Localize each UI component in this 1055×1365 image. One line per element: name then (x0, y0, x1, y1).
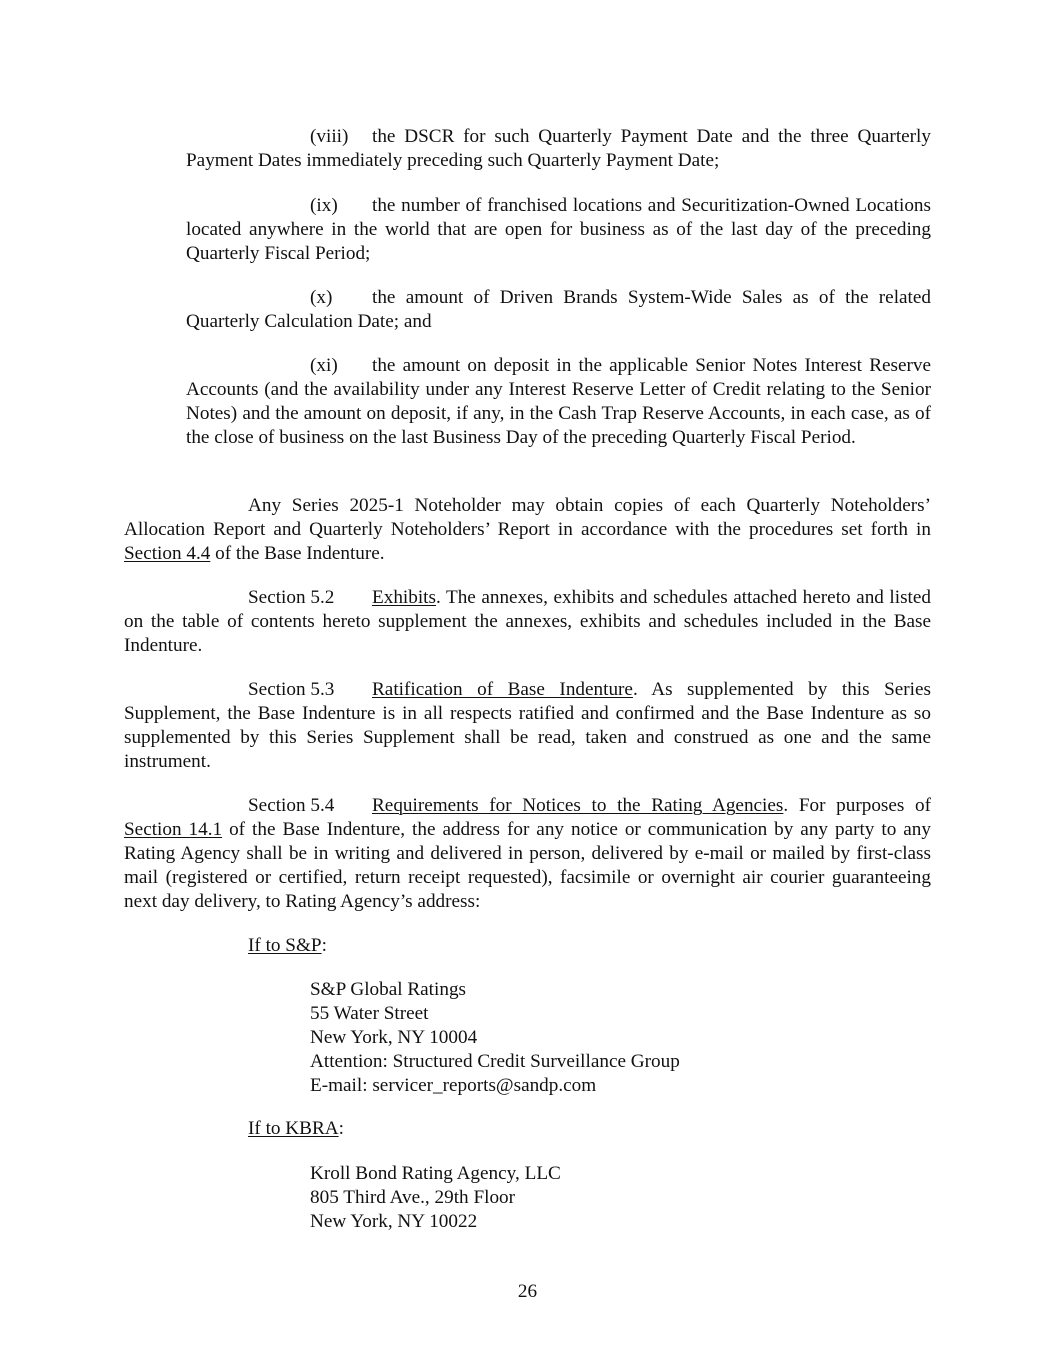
item-rest-text: Quarterly Calculation Date; and (186, 311, 432, 332)
page-number: 26 (517, 1281, 538, 1302)
section-heading: Exhibits (372, 587, 436, 608)
sp-address-block (310, 978, 910, 1098)
sp-lead (248, 934, 848, 958)
section-5-4 (124, 794, 931, 914)
section-body: of the Base Indenture, the address for any notice or communication by any party to any Rating Agency shall be in writing and delivered in person, delivered by e-mail or mailed by first-class mail (registered or certified, return receipt requested), facsimile or overnight air courier guaranteeing next day delivery, to Rating Agency’s address: (124, 819, 931, 912)
list-item-xi (186, 354, 931, 450)
section-label: Section 5.3 (248, 679, 335, 700)
item-number: (x) (310, 287, 333, 308)
noteholder-paragraph (124, 494, 931, 566)
item-rest-text: Payment Dates immediately preceding such Quarterly Payment Date; (186, 150, 720, 171)
section-label: Section 5.4 (248, 795, 335, 816)
section-5-2 (124, 586, 931, 658)
address-line: New York, NY 10004 (310, 1027, 478, 1048)
address-line: Kroll Bond Rating Agency, LLC (310, 1163, 561, 1184)
address-line: S&P Global Ratings (310, 979, 467, 1000)
email-line: E-mail: servicer_reports@sandp.com (310, 1075, 597, 1096)
recipient-heading: If to KBRA (248, 1118, 339, 1139)
section-reference-link: Section 14.1 (124, 819, 223, 840)
item-lead-text: the amount of Driven Brands System-Wide Sales as of the related (372, 287, 931, 308)
recipient-colon: : (321, 935, 327, 956)
section-5-3 (124, 678, 931, 774)
address-line: 805 Third Ave., 29th Floor (310, 1187, 516, 1208)
paragraph-text: Any Series 2025-1 Noteholder may obtain copies of each Quarterly Noteholders’ Allocation Report and Quarterly Noteholders’ Report in accordance with the procedures set forth in (124, 495, 931, 540)
address-line: 55 Water Street (310, 1003, 429, 1024)
item-rest-text: Locations located anywhere in the world that are open for business as of the last day of the preceding Quarterly Fiscal Period; (186, 195, 931, 264)
recipient-colon: : (338, 1118, 344, 1139)
list-item-viii (186, 125, 931, 173)
item-number: (viii) (310, 126, 349, 147)
address-line: New York, NY 10022 (310, 1211, 478, 1232)
item-lead-text: the DSCR for such Quarterly Payment Date and the three Quarterly (372, 126, 931, 147)
section-label: Section 5.2 (248, 587, 335, 608)
item-lead-text: the number of franchised locations and Securitization-Owned (372, 195, 850, 216)
item-number: (ix) (310, 195, 338, 216)
section-body: . The annexes, exhibits and schedules attached hereto and listed on the table of contents hereto supplement the annexes, exhibits and schedules included in the Base Indenture. (124, 587, 931, 656)
kbra-address-block (310, 1162, 910, 1234)
list-item-ix (186, 194, 931, 266)
list-item-x (186, 286, 931, 334)
section-body: . For purposes of (783, 795, 931, 816)
recipient-heading: If to S&P (248, 935, 322, 956)
address-line: Attention: Structured Credit Surveillance Group (310, 1051, 680, 1072)
item-rest-text: Reserve Accounts (and the availability under any Interest Reserve Letter of Credit relating to the Senior Notes) and the amount on deposit, if any, in the Cash Trap Reserve Accounts, in each case, as of the close of business on the last Business Day of the preceding Quarterly Fiscal Period. (186, 355, 931, 448)
paragraph-text: of the Base Indenture. (210, 543, 385, 564)
kbra-lead (248, 1117, 848, 1141)
section-reference-link: Section 4.4 (124, 543, 211, 564)
item-lead-text: the amount on deposit in the applicable Senior Notes Interest (372, 355, 862, 376)
section-heading: Requirements for Notices to the Rating Agencies (372, 795, 784, 816)
section-heading: Ratification of Base Indenture (372, 679, 633, 700)
item-number: (xi) (310, 355, 338, 376)
section-body: . As supplemented by this Series Supplement, the Base Indenture is in all respects ratified and confirmed and the Base Indenture as so supplemented by this Series Supplement shall be read, taken and construed as one and the same instrument. (124, 679, 931, 772)
